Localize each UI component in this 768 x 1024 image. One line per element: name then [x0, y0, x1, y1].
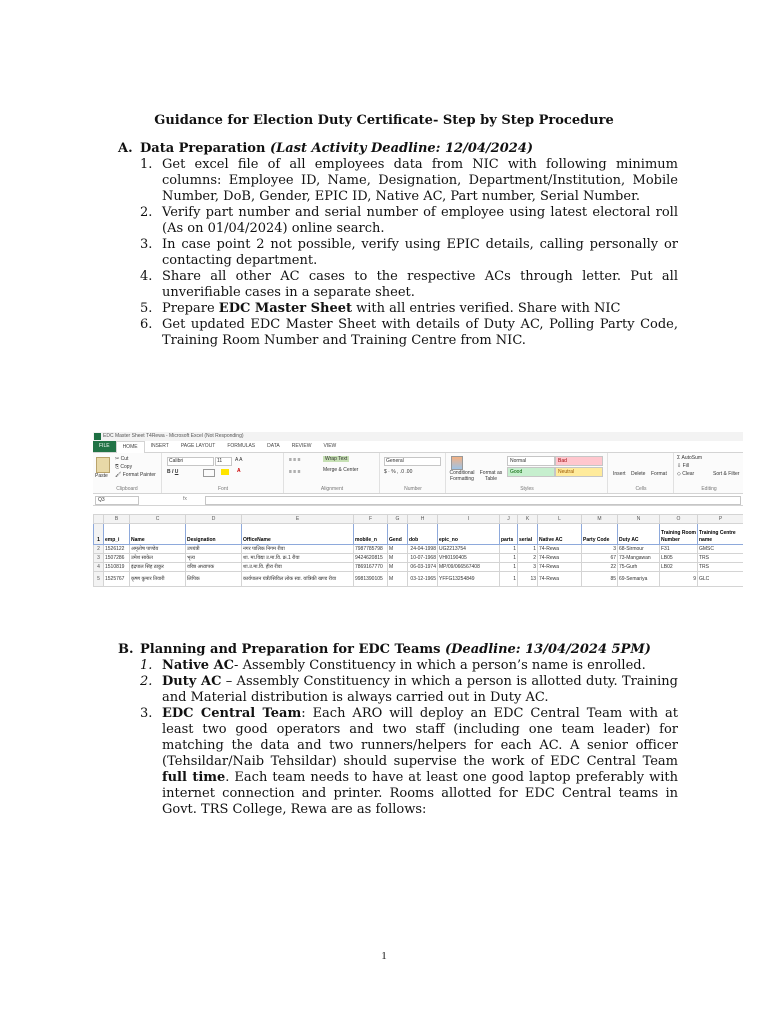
header-cell[interactable]: dob — [408, 524, 438, 545]
cell[interactable]: TRS — [698, 554, 744, 563]
excel-ribbon-tabs — [93, 441, 743, 453]
section-a-deadline: (Last Activity Deadline: 12/04/2024) — [269, 141, 534, 156]
fill-color-icon[interactable] — [221, 469, 229, 475]
cell[interactable]: 1 — [500, 545, 518, 554]
header-cell[interactable]: parts — [500, 524, 518, 545]
list-item: 3. EDC Central Team: Each ARO will deploy an EDC Central Team with at least two good operators and two staff (including one team leader) for matching the data and two runners/helpers for each AC. A senior officer (Tehsildar/Naib Tehsildar) should supervise the work of EDC Central Team full time. Each team needs to have at least one good laptop preferably with internet connection and printer. Rooms allotted for EDC Central teams in Govt. TRS College, Rewa are as follows: — [140, 706, 679, 817]
column-header[interactable]: C — [130, 515, 186, 524]
list-item: 3. In case point 2 not possible, verify using EPIC details, calling personally or contacting department. — [140, 237, 678, 268]
editing-label: Editing — [701, 486, 717, 492]
cell[interactable]: 13 — [518, 572, 538, 587]
cell[interactable]: अमृतोष पाण्डेय — [130, 545, 186, 554]
insert-button[interactable]: Insert — [613, 471, 626, 477]
column-header[interactable]: B — [104, 515, 130, 524]
border-icon[interactable] — [203, 469, 215, 477]
cell[interactable]: M — [388, 563, 408, 572]
cell[interactable]: वरिष्ठ अध्यापक — [186, 563, 242, 572]
styles-label: Styles — [520, 486, 534, 492]
column-header[interactable]: H — [408, 515, 438, 524]
table-row — [94, 554, 744, 563]
tab-formulas[interactable]: FORMULAS — [227, 443, 256, 449]
style-normal[interactable]: Normal — [507, 456, 555, 466]
header-cell[interactable]: emp_i — [104, 524, 130, 545]
header-cell[interactable]: Native AC — [538, 524, 582, 545]
cell[interactable]: 1 — [500, 572, 518, 587]
copy-button[interactable]: ⎘ Copy — [115, 464, 133, 470]
cell[interactable]: 9 — [660, 572, 698, 587]
tab-view[interactable]: VIEW — [323, 443, 337, 449]
font-group — [163, 453, 284, 493]
cell[interactable]: M — [388, 545, 408, 554]
cell[interactable]: MP/09/066567408 — [438, 563, 500, 572]
cell[interactable]: YFFG13254849 — [438, 572, 500, 587]
cell[interactable]: GLC — [698, 572, 744, 587]
cell[interactable]: लिपिक — [186, 572, 242, 587]
cell[interactable]: नगर पालिक निगम रीवा — [242, 545, 354, 554]
cell[interactable]: शा.उ.मा.वि. हीरा रीवा — [242, 563, 354, 572]
row-header[interactable]: 3 — [94, 554, 104, 563]
excel-ribbon — [93, 453, 743, 494]
font-name-select[interactable]: Calibri — [167, 457, 214, 466]
row-header[interactable]: 1 — [94, 524, 104, 545]
table-row — [94, 572, 744, 587]
cell[interactable]: 75-Gurh — [618, 563, 660, 572]
row-header[interactable]: 5 — [94, 572, 104, 587]
tab-file[interactable]: FILE — [93, 441, 116, 452]
cell[interactable]: शा. मा.विद्या उ.मा.वि. क्र.1 रीवा — [242, 554, 354, 563]
number-label: Number — [404, 486, 422, 492]
format-painter-button[interactable]: 🖌 Format Painter — [115, 472, 156, 478]
cell[interactable]: M — [388, 554, 408, 563]
cells-label: Cells — [635, 486, 647, 492]
cut-button[interactable]: ✂ Cut — [115, 456, 129, 462]
cell[interactable]: 73-Mangawan — [618, 554, 660, 563]
cell[interactable]: UG2213754 — [438, 545, 500, 554]
list-item: 2. Verify part number and serial number of employee using latest electoral roll (As on 01/04/2024) online search. — [140, 205, 678, 236]
cell[interactable]: कार्यपालन यंत्री/सिविल लोक स्वा. यांत्रिकी खण्ड रीवा — [242, 572, 354, 587]
cell[interactable]: GMSC — [698, 545, 744, 554]
row-header[interactable]: 4 — [94, 563, 104, 572]
cell[interactable]: 22 — [582, 563, 618, 572]
cell[interactable]: 03-12-1965 — [408, 572, 438, 587]
cell[interactable]: LB05 — [660, 554, 698, 563]
cell[interactable]: 3 — [582, 545, 618, 554]
clipboard-group — [93, 453, 162, 493]
table-row — [94, 563, 744, 572]
column-header[interactable]: G — [388, 515, 408, 524]
list-item: 2. Duty AC – Assembly Constituency in which a person is allotted duty. Training and Material distribution is always carried out in Duty AC. — [140, 674, 678, 705]
cell[interactable]: 1 — [500, 554, 518, 563]
cell[interactable]: 7987785798 — [354, 545, 388, 554]
format-button[interactable]: Format — [651, 471, 667, 477]
clipboard-label: Clipboard — [116, 486, 138, 492]
column-header[interactable]: P — [698, 515, 744, 524]
list-item: 6. Get updated EDC Master Sheet with details of Duty AC, Polling Party Code, Training Room Number and Training Centre from NIC. — [140, 317, 678, 348]
cell[interactable]: 7869167770 — [354, 563, 388, 572]
align-left-icon[interactable]: ≡ ≡ ≡ — [289, 469, 301, 475]
align-top-icon[interactable]: ≡ ≡ ≡ — [289, 457, 301, 463]
alignment-label: Alignment — [320, 486, 344, 492]
cell[interactable]: 24-04-1998 — [408, 545, 438, 554]
header-cell[interactable]: Duty AC — [618, 524, 660, 545]
cell[interactable]: 74-Rewa — [538, 563, 582, 572]
row-header[interactable]: 2 — [94, 545, 104, 554]
format-as-table-button[interactable]: Format as Table — [479, 470, 503, 482]
font-grow-icon[interactable]: A A — [235, 457, 243, 463]
autosum-button[interactable]: Σ AutoSum — [677, 455, 703, 461]
cell[interactable]: TRS — [698, 563, 744, 572]
sort-filter-button[interactable]: Sort & Filter — [713, 471, 740, 477]
column-header[interactable]: M — [582, 515, 618, 524]
excel-title-bar: EDC Master Sheet T4Rewa - Microsoft Excel (Not Responding) — [93, 432, 743, 441]
tab-data[interactable]: DATA — [267, 443, 280, 449]
paste-button[interactable]: Paste — [95, 473, 108, 479]
header-cell[interactable]: epic_no — [438, 524, 500, 545]
header-cell[interactable]: Training Room Number — [660, 524, 698, 545]
section-b-steps — [118, 658, 678, 818]
currency-icon[interactable]: $ · % , .0 .00 — [384, 469, 413, 475]
excel-logo-icon — [94, 433, 101, 440]
page-number: 1 — [381, 950, 387, 962]
paste-icon[interactable] — [96, 457, 110, 473]
conditional-formatting-icon[interactable] — [451, 456, 463, 470]
excel-screenshot — [93, 432, 743, 607]
section-a — [118, 141, 678, 349]
table-header-row — [94, 524, 744, 545]
cell[interactable]: 10-07-1968 — [408, 554, 438, 563]
cell[interactable]: भृत्य — [186, 554, 242, 563]
bold-button[interactable]: B I U — [167, 469, 179, 475]
cell[interactable]: 06-03-1974 — [408, 563, 438, 572]
editing-group — [675, 453, 743, 493]
header-cell[interactable]: Training Centre name — [698, 524, 744, 545]
fx-icon: fx — [183, 496, 187, 502]
list-item: 1. Get excel file of all employees data from NIC with following minimum columns: Employee ID, Name, Designation, Department/Institution, Mobile Number, DoB, Gender, EPIC ID, Native AC, Part number, Serial Number. — [140, 157, 678, 204]
tab-insert[interactable]: INSERT — [150, 443, 169, 449]
cell[interactable]: 67 — [582, 554, 618, 563]
cell[interactable]: उपयंत्री — [186, 545, 242, 554]
cell[interactable]: 74-Rewa — [538, 572, 582, 587]
delete-button[interactable]: Delete — [631, 471, 646, 477]
header-cell[interactable]: serial — [518, 524, 538, 545]
font-label: Font — [217, 486, 228, 492]
font-color-icon[interactable]: A — [237, 468, 241, 474]
cell[interactable]: 68-Sirmour — [618, 545, 660, 554]
formula-bar — [93, 494, 743, 506]
header-cell[interactable]: Name — [130, 524, 186, 545]
column-header[interactable]: J — [500, 515, 518, 524]
cell[interactable]: 2 — [518, 554, 538, 563]
merge-center-button[interactable]: Merge & Center — [323, 467, 359, 473]
cell[interactable]: VHI0190405 — [438, 554, 500, 563]
column-header[interactable]: K — [518, 515, 538, 524]
column-header[interactable]: L — [538, 515, 582, 524]
section-b — [118, 642, 678, 818]
cell[interactable]: 9424620815 — [354, 554, 388, 563]
cell[interactable]: कृष्ण कुमार तिवारी — [130, 572, 186, 587]
section-b-heading: B. Planning and Preparation for EDC Teams (Deadline: 13/04/2024 5PM) — [118, 642, 651, 657]
clear-button[interactable]: ◇ Clear — [677, 471, 695, 477]
column-header[interactable]: D — [186, 515, 242, 524]
cell[interactable]: इंद्रपाल सिंह ठाकुर — [130, 563, 186, 572]
style-bad[interactable]: Bad — [555, 456, 603, 466]
fill-button[interactable]: ⇩ Fill — [677, 463, 689, 469]
styles-group — [447, 453, 608, 493]
header-cell[interactable]: Party Code — [582, 524, 618, 545]
formula-input[interactable] — [205, 496, 741, 505]
cell[interactable]: 1507286 — [104, 554, 130, 563]
column-header[interactable]: F — [354, 515, 388, 524]
header-cell[interactable]: Designation — [186, 524, 242, 545]
cell[interactable]: 1 — [500, 563, 518, 572]
cell[interactable]: 3 — [518, 563, 538, 572]
alignment-group — [285, 453, 380, 493]
cell[interactable]: 74-Rewa — [538, 554, 582, 563]
cell[interactable]: 9981390105 — [354, 572, 388, 587]
table-row — [94, 545, 744, 554]
cell[interactable]: उमेश साकेत — [130, 554, 186, 563]
section-a-heading: A. Data Preparation (Last Activity Deadline: 12/04/2024) — [118, 141, 534, 156]
header-cell[interactable]: mobile_n — [354, 524, 388, 545]
list-item: 4. Share all other AC cases to the respective ACs through letter. Put all unverifiable cases in a separate sheet. — [140, 269, 678, 300]
list-item: 5. Prepare EDC Master Sheet with all entries verified. Share with NIC — [140, 301, 621, 316]
column-header[interactable]: E — [242, 515, 354, 524]
style-good[interactable]: Good — [507, 467, 555, 477]
cell[interactable]: 1510819 — [104, 563, 130, 572]
tab-home[interactable]: HOME — [116, 441, 145, 453]
wrap-text-button[interactable]: Wrap Text — [325, 456, 348, 462]
page-title: Guidance for Election Duty Certificate- Step by Step Procedure — [154, 113, 614, 128]
style-neutral[interactable]: Neutral — [555, 467, 603, 477]
cell[interactable]: F31 — [660, 545, 698, 554]
section-a-steps — [118, 157, 678, 349]
header-cell[interactable]: Gend — [388, 524, 408, 545]
cell[interactable]: 74-Rewa — [538, 545, 582, 554]
conditional-formatting-button[interactable]: Conditional Formatting — [449, 470, 475, 482]
cell[interactable]: 1525767 — [104, 572, 130, 587]
column-header[interactable]: I — [438, 515, 500, 524]
number-group — [381, 453, 446, 493]
spreadsheet-grid — [93, 514, 743, 587]
column-header-row — [94, 515, 744, 524]
section-b-deadline: (Deadline: 13/04/2024 5PM) — [445, 642, 651, 657]
font-size-select[interactable]: 11 — [215, 457, 232, 466]
column-header[interactable]: O — [660, 515, 698, 524]
corner-cell[interactable] — [94, 515, 104, 524]
tab-review[interactable]: REVIEW — [291, 443, 312, 449]
cell[interactable]: LB02 — [660, 563, 698, 572]
tab-page-layout[interactable]: PAGE LAYOUT — [180, 443, 216, 449]
cell[interactable]: 69-Semariya — [618, 572, 660, 587]
cell[interactable]: M — [388, 572, 408, 587]
column-header[interactable]: N — [618, 515, 660, 524]
cell[interactable]: 1526122 — [104, 545, 130, 554]
list-item: 1. Native AC- Assembly Constituency in which a person’s name is enrolled. — [140, 658, 646, 673]
header-cell[interactable]: OfficeName — [242, 524, 354, 545]
number-format-select[interactable]: General — [384, 457, 441, 466]
name-box[interactable]: Q3 — [95, 496, 139, 505]
cells-group — [609, 453, 674, 493]
cell[interactable]: 85 — [582, 572, 618, 587]
cell[interactable]: 1 — [518, 545, 538, 554]
